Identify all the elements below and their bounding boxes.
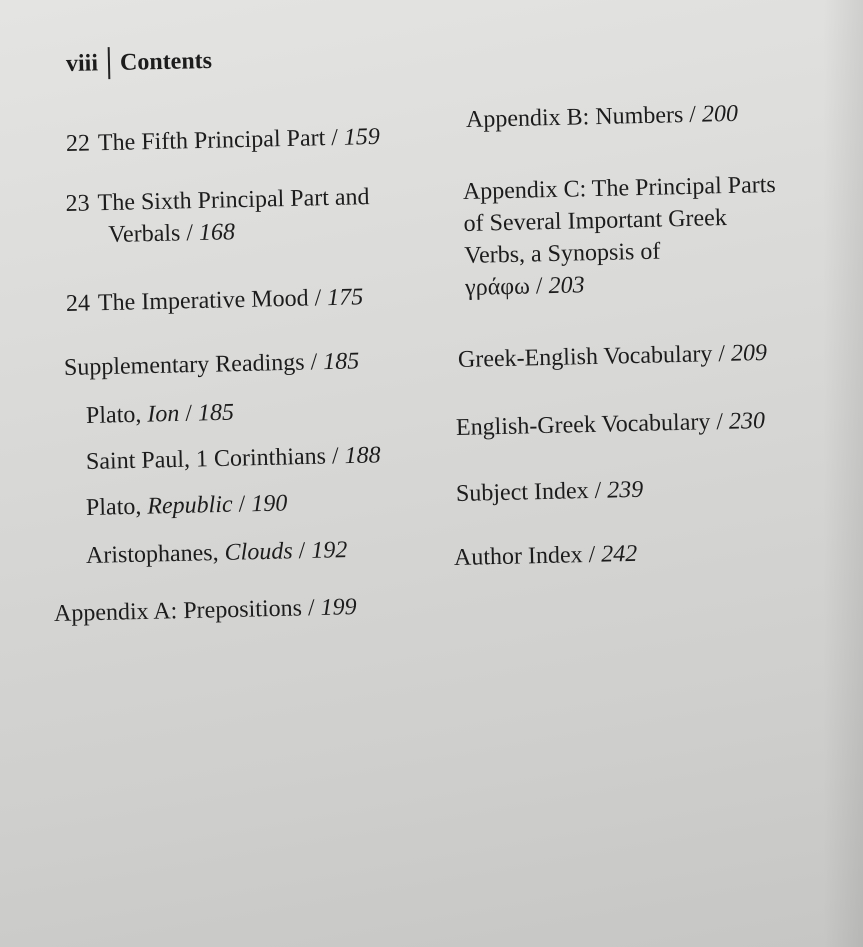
chapter-number: 24 [65, 290, 91, 317]
page-number: 230 [728, 407, 766, 435]
toc-entry-chapter-24 [66, 281, 364, 320]
page-number: 190 [250, 490, 288, 518]
entry-title-line3: Verbs, a Synopsis of [464, 238, 661, 269]
entry-title: Subject Index / [455, 477, 602, 507]
reading-work: Republic [147, 491, 233, 520]
running-header [66, 45, 213, 80]
page-number: 168 [198, 219, 236, 246]
page-number: 185 [197, 399, 235, 427]
reading-author: Plato, [85, 493, 142, 521]
entry-title-line4: γράφω / [464, 273, 543, 301]
page-number: 200 [701, 100, 739, 128]
page-number: 239 [606, 476, 644, 504]
page-number: 175 [326, 284, 364, 312]
separator: / [238, 491, 246, 518]
toc-subentry-plato-ion [86, 397, 235, 432]
page-number: 242 [600, 540, 638, 568]
entry-title-line2: of Several Important Greek [463, 205, 728, 238]
toc-subentry-plato-republic [86, 487, 288, 524]
header-divider [108, 47, 111, 79]
page-number: 188 [344, 442, 381, 470]
reading-work: Clouds [224, 538, 293, 566]
header-title: Contents [119, 47, 213, 76]
entry-title-line2: Verbals / [108, 220, 194, 249]
page-number: 209 [730, 339, 768, 367]
toc-entry-appendix-b [466, 98, 739, 136]
page-number: 199 [320, 594, 357, 621]
toc-entry-author-index [454, 538, 638, 574]
toc-entry-appendix-c [463, 169, 779, 304]
toc-entry-chapter-23 [65, 181, 370, 252]
page-numeral: viii [65, 49, 99, 77]
page-number: 203 [548, 272, 585, 300]
entry-title: Appendix B: Numbers / [465, 101, 697, 133]
toc-entry-greek-english-vocabulary [458, 337, 768, 376]
entry-title: Supplementary Readings / [63, 349, 318, 381]
toc-subentry-saint-paul [86, 439, 381, 478]
toc-entry-appendix-a [54, 591, 357, 630]
toc-entry-subject-index [456, 474, 644, 510]
entry-title: The Imperative Mood / [97, 285, 322, 317]
reading-work: Ion [147, 400, 180, 428]
entry-title: The Fifth Principal Part / [97, 124, 339, 157]
page-edge-shadow [823, 0, 863, 947]
page-number: 185 [322, 348, 360, 376]
entry-title: Greek-English Vocabulary / [457, 340, 726, 373]
toc-entry-chapter-22 [66, 121, 381, 160]
page-number: 192 [310, 537, 348, 564]
reading-title: Saint Paul, 1 Corinthians / [85, 443, 339, 475]
reading-author: Plato, [85, 401, 142, 429]
entry-title: Author Index / [453, 541, 596, 571]
toc-entry-supplementary-readings [64, 345, 360, 384]
page-number: 159 [343, 123, 381, 151]
entry-title: Appendix A: Prepositions / [53, 595, 315, 627]
reading-author: Aristophanes, [85, 539, 219, 569]
separator: / [298, 538, 306, 565]
chapter-number: 23 [65, 190, 90, 218]
separator: / [185, 400, 193, 427]
chapter-number: 22 [65, 130, 91, 157]
toc-entry-english-greek-vocabulary [456, 405, 766, 444]
entry-title-line1: Appendix C: The Principal Parts [462, 171, 776, 206]
entry-title: English-Greek Vocabulary / [455, 408, 724, 441]
entry-title-line1: The Sixth Principal Part and [97, 184, 370, 217]
toc-subentry-aristophanes-clouds [86, 534, 348, 572]
